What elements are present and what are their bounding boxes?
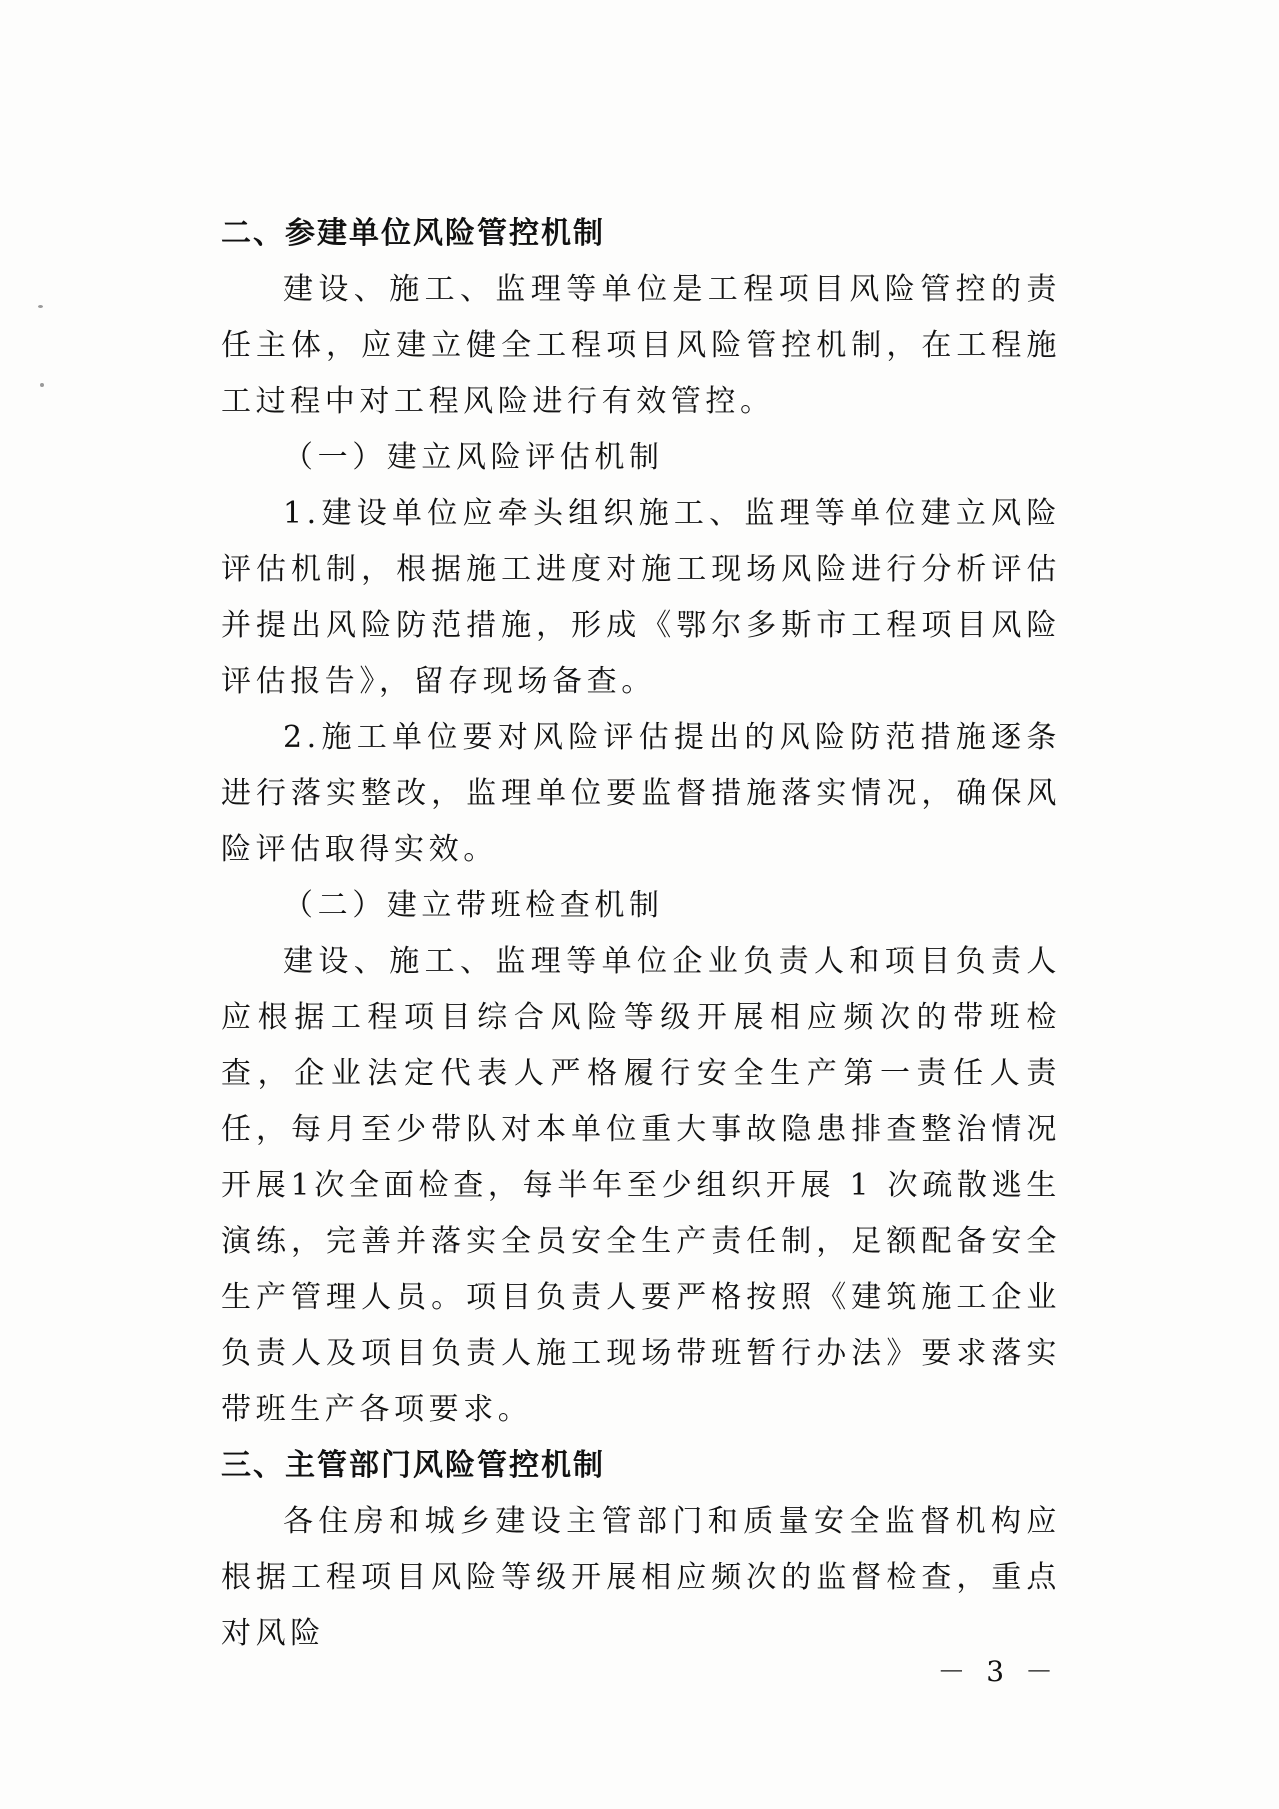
subsection-heading: （一）建立风险评估机制 — [283, 440, 664, 475]
paragraph: 建设、施工、监理等单位是工程项目风险管控的责任主体，应建立健全工程项目风险管控机制，在工程施工过程中对工程风险进行有效管控。 — [221, 272, 1061, 419]
paragraph: 2.施工单位要对风险评估提出的风险防范措施逐条进行落实整改，监理单位要监督措施落实情况，确保风险评估取得实效。 — [221, 720, 1061, 867]
document-body — [221, 206, 1061, 1662]
paragraph: 建设、施工、监理等单位企业负责人和项目负责人应根据工程项目综合风险等级开展相应频次的带班检查，企业法定代表人严格履行安全生产第一责任人责任，每月至少带队对本单位重大事故隐患排查整治情况开展1次全面检查，每半年至少组织开展 1 次疏散逃生演练，完善并落实全员安全生产责任制，足额配备安全生产管理人员。项目负责人要严格按照《建筑施工企业负责人及项目负责人施工现场带班暂行办法》要求落实带班生产各项要求。 — [221, 944, 1061, 1427]
paragraph: 各住房和城乡建设主管部门和质量安全监督机构应根据工程项目风险等级开展相应频次的监督检查，重点对风险 — [221, 1504, 1061, 1651]
scan-speck — [40, 383, 44, 387]
page-number: － 3 － — [937, 1655, 1059, 1688]
section-heading: 三、主管部门风险管控机制 — [221, 1448, 605, 1483]
paragraph: 1.建设单位应牵头组织施工、监理等单位建立风险评估机制，根据施工进度对施工现场风险进行分析评估并提出风险防范措施，形成《鄂尔多斯市工程项目风险评估报告》，留存现场备查。 — [221, 496, 1061, 699]
subsection-heading: （二）建立带班检查机制 — [283, 888, 664, 923]
scan-speck — [38, 305, 43, 308]
section-heading: 二、参建单位风险管控机制 — [221, 216, 605, 251]
